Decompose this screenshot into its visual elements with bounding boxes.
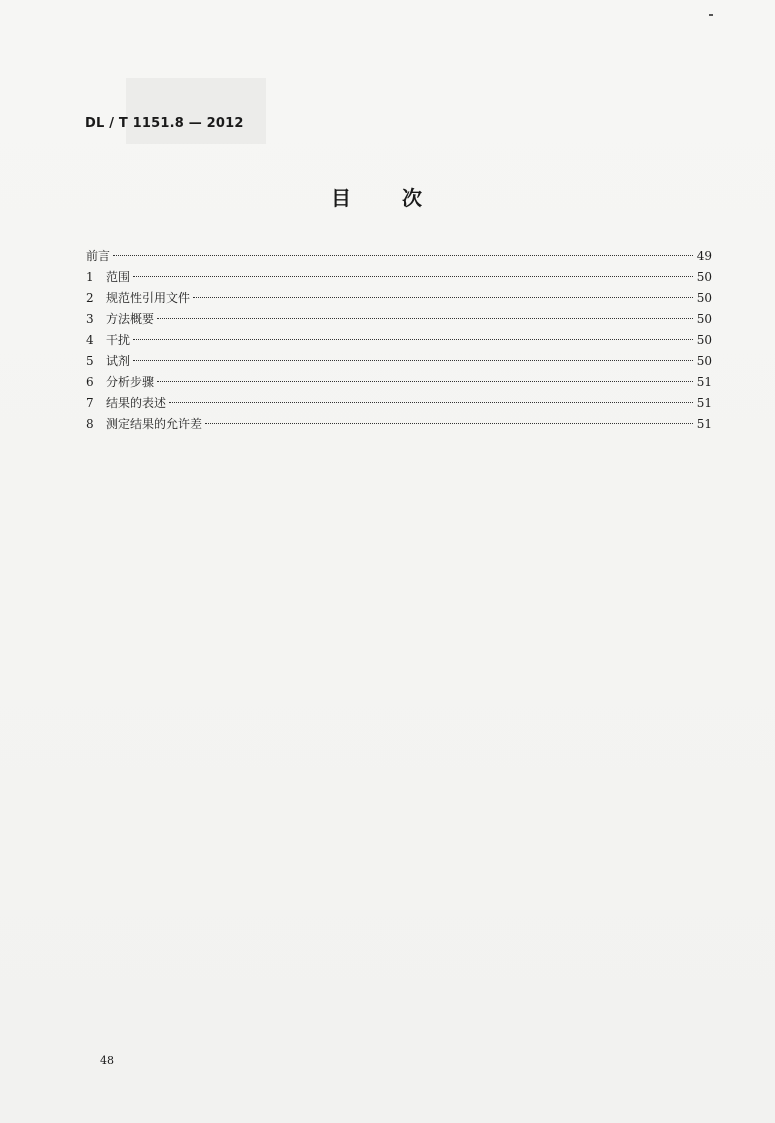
page-number: 48 [100, 1054, 114, 1067]
toc-leader-dots [193, 297, 693, 298]
toc-leader-dots [157, 318, 693, 319]
toc-entry-page: 49 [696, 249, 712, 263]
toc-entry-label: 前言 [86, 249, 111, 263]
toc-entry-number: 5 [86, 354, 94, 368]
toc-entry-number: 6 [86, 375, 94, 389]
toc-entry-expression-of-results[interactable] [86, 393, 712, 414]
toc-entry-number: 2 [86, 291, 94, 305]
toc-entry-scope[interactable] [86, 267, 712, 288]
toc-entry-label: 结果的表述 [106, 396, 167, 410]
toc-entry-permissible-difference[interactable] [86, 414, 712, 435]
bleed-through-logo [126, 78, 266, 144]
toc-entry-label: 分析步骤 [106, 375, 155, 389]
toc-leader-dots [157, 381, 693, 382]
toc-entry-page: 50 [696, 354, 712, 368]
table-of-contents [86, 246, 712, 435]
toc-leader-dots [205, 423, 693, 424]
toc-leader-dots [133, 360, 693, 361]
toc-entry-number: 3 [86, 312, 94, 326]
toc-title: 目 次 [331, 186, 444, 210]
toc-entry-number: 4 [86, 333, 94, 347]
toc-entry-label: 干扰 [106, 333, 131, 347]
toc-entry-number: 1 [86, 270, 94, 284]
toc-entry-number: 7 [86, 396, 94, 410]
scan-mark [709, 14, 713, 16]
toc-entry-page: 50 [696, 291, 712, 305]
toc-entry-number: 8 [86, 417, 94, 431]
toc-entry-foreword[interactable] [86, 246, 712, 267]
toc-entry-label: 试剂 [106, 354, 131, 368]
toc-entry-page: 51 [696, 417, 712, 431]
toc-leader-dots [169, 402, 693, 403]
toc-entry-method-summary[interactable] [86, 309, 712, 330]
toc-entry-page: 50 [696, 333, 712, 347]
toc-entry-normative-references[interactable] [86, 288, 712, 309]
toc-entry-label: 方法概要 [106, 312, 155, 326]
toc-entry-reagents[interactable] [86, 351, 712, 372]
toc-entry-page: 51 [696, 375, 712, 389]
toc-entry-page: 50 [696, 312, 712, 326]
toc-entry-page: 50 [696, 270, 712, 284]
toc-entry-label: 规范性引用文件 [106, 291, 191, 305]
toc-entry-label: 范围 [106, 270, 131, 284]
toc-entry-interference[interactable] [86, 330, 712, 351]
toc-leader-dots [133, 276, 693, 277]
toc-entry-label: 测定结果的允许差 [106, 417, 203, 431]
toc-leader-dots [133, 339, 693, 340]
toc-leader-dots [113, 255, 693, 256]
standard-code: DL / T 1151.8 — 2012 [85, 116, 244, 131]
toc-entry-page: 51 [696, 396, 712, 410]
toc-entry-analysis-steps[interactable] [86, 372, 712, 393]
